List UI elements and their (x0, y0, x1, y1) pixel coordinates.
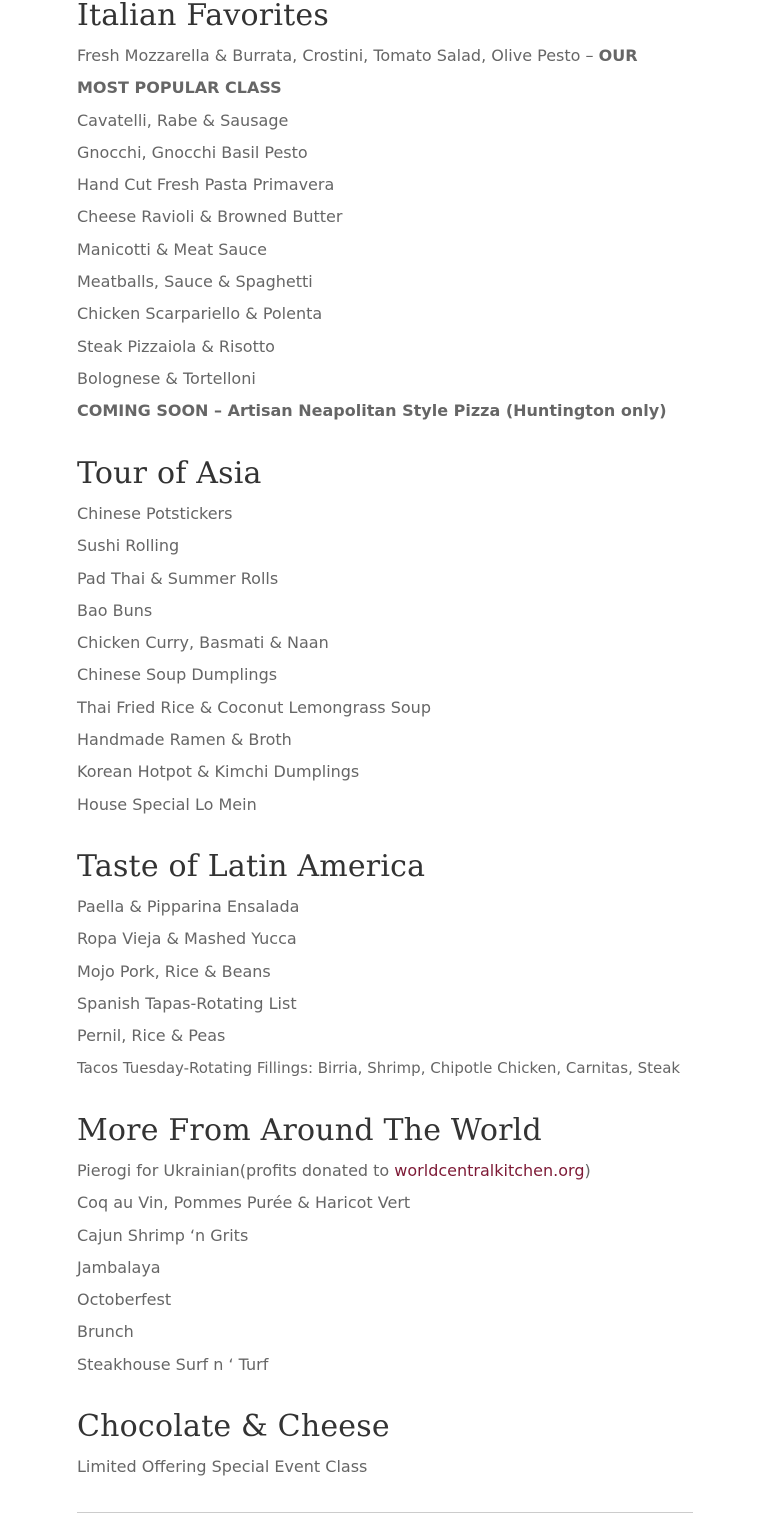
section-world (77, 1115, 693, 1381)
section-chocolate (77, 1411, 693, 1483)
list-item: Manicotti & Meat Sauce (77, 239, 267, 259)
list-item: Mojo Pork, Rice & Beans (77, 961, 271, 981)
section-heading-world: More From Around The World (77, 1113, 542, 1148)
list-item: Pad Thai & Summer Rolls (77, 568, 279, 588)
list-item: Bolognese & Tortelloni (77, 368, 256, 388)
list-item: Cavatelli, Rabe & Sausage (77, 110, 289, 130)
popular-class-note: OUR MOST POPULAR CLASS (77, 46, 638, 98)
list-item: Octoberfest (77, 1290, 172, 1310)
item-text-suffix: ) (584, 1161, 591, 1180)
list-item: Jambalaya (77, 1257, 161, 1277)
list-item: Korean Hotpot & Kimchi Dumplings (77, 762, 360, 782)
list-item: Hand Cut Fresh Pasta Primavera (77, 175, 335, 195)
list-item: Handmade Ramen & Broth (77, 730, 292, 750)
divider (77, 1512, 693, 1513)
list-item: Gnocchi, Gnocchi Basil Pesto (77, 142, 308, 162)
list-item: Pernil, Rice & Peas (77, 1026, 226, 1046)
list-item: Cajun Shrimp ‘n Grits (77, 1225, 249, 1245)
list-item: Spanish Tapas-Rotating List (77, 993, 297, 1013)
list-item: Thai Fried Rice & Coconut Lemongrass Soup (77, 697, 431, 717)
section-heading-asia: Tour of Asia (77, 456, 262, 491)
section-italian (77, 0, 693, 428)
list-item: Paella & Pipparina Ensalada (77, 897, 300, 916)
section-asia (77, 458, 693, 821)
list-item: Bao Buns (77, 600, 153, 620)
section-heading-italian: Italian Favorites (77, 0, 329, 33)
list-item: Chicken Scarpariello & Polenta (77, 304, 323, 324)
section-heading-chocolate: Chocolate & Cheese (77, 1409, 390, 1444)
list-item (77, 40, 693, 105)
list-item: Steak Pizzaiola & Risotto (77, 336, 275, 356)
section-heading-latin: Taste of Latin America (77, 849, 426, 884)
list-item: Limited Offering Special Event Class (77, 1457, 368, 1476)
list-item: Chicken Curry, Basmati & Naan (77, 633, 329, 653)
item-text: Pierogi for Ukrainian(profits donated to (77, 1161, 395, 1180)
section-latin (77, 851, 693, 1085)
list-item: House Special Lo Mein (77, 794, 257, 814)
coming-soon-note (77, 395, 693, 427)
list-item: Ropa Vieja & Mashed Yucca (77, 929, 297, 949)
coming-soon-text: COMING SOON – Artisan Neapolitan Style Pizza (Huntington only) (77, 401, 667, 421)
list-item: Chinese Soup Dumplings (77, 665, 278, 685)
list-item: Brunch (77, 1322, 134, 1342)
list-item: Steakhouse Surf n ‘ Turf (77, 1354, 269, 1374)
world-central-kitchen-link[interactable]: worldcentralkitchen.org (394, 1161, 585, 1180)
list-item: Chinese Potstickers (77, 504, 233, 523)
list-item (77, 1155, 693, 1187)
list-item: Tacos Tuesday-Rotating Fillings: Birria, Shrimp, Chipotle Chicken, Carnitas, Steak (77, 1059, 681, 1078)
item-text: Fresh Mozzarella & Burrata, Crostini, Tomato Salad, Olive Pesto – (77, 46, 599, 65)
list-item: Cheese Ravioli & Browned Butter (77, 207, 343, 227)
list-item: Sushi Rolling (77, 536, 180, 556)
list-item: Meatballs, Sauce & Spaghetti (77, 272, 313, 292)
list-item: Coq au Vin, Pommes Purée & Haricot Vert (77, 1193, 411, 1213)
